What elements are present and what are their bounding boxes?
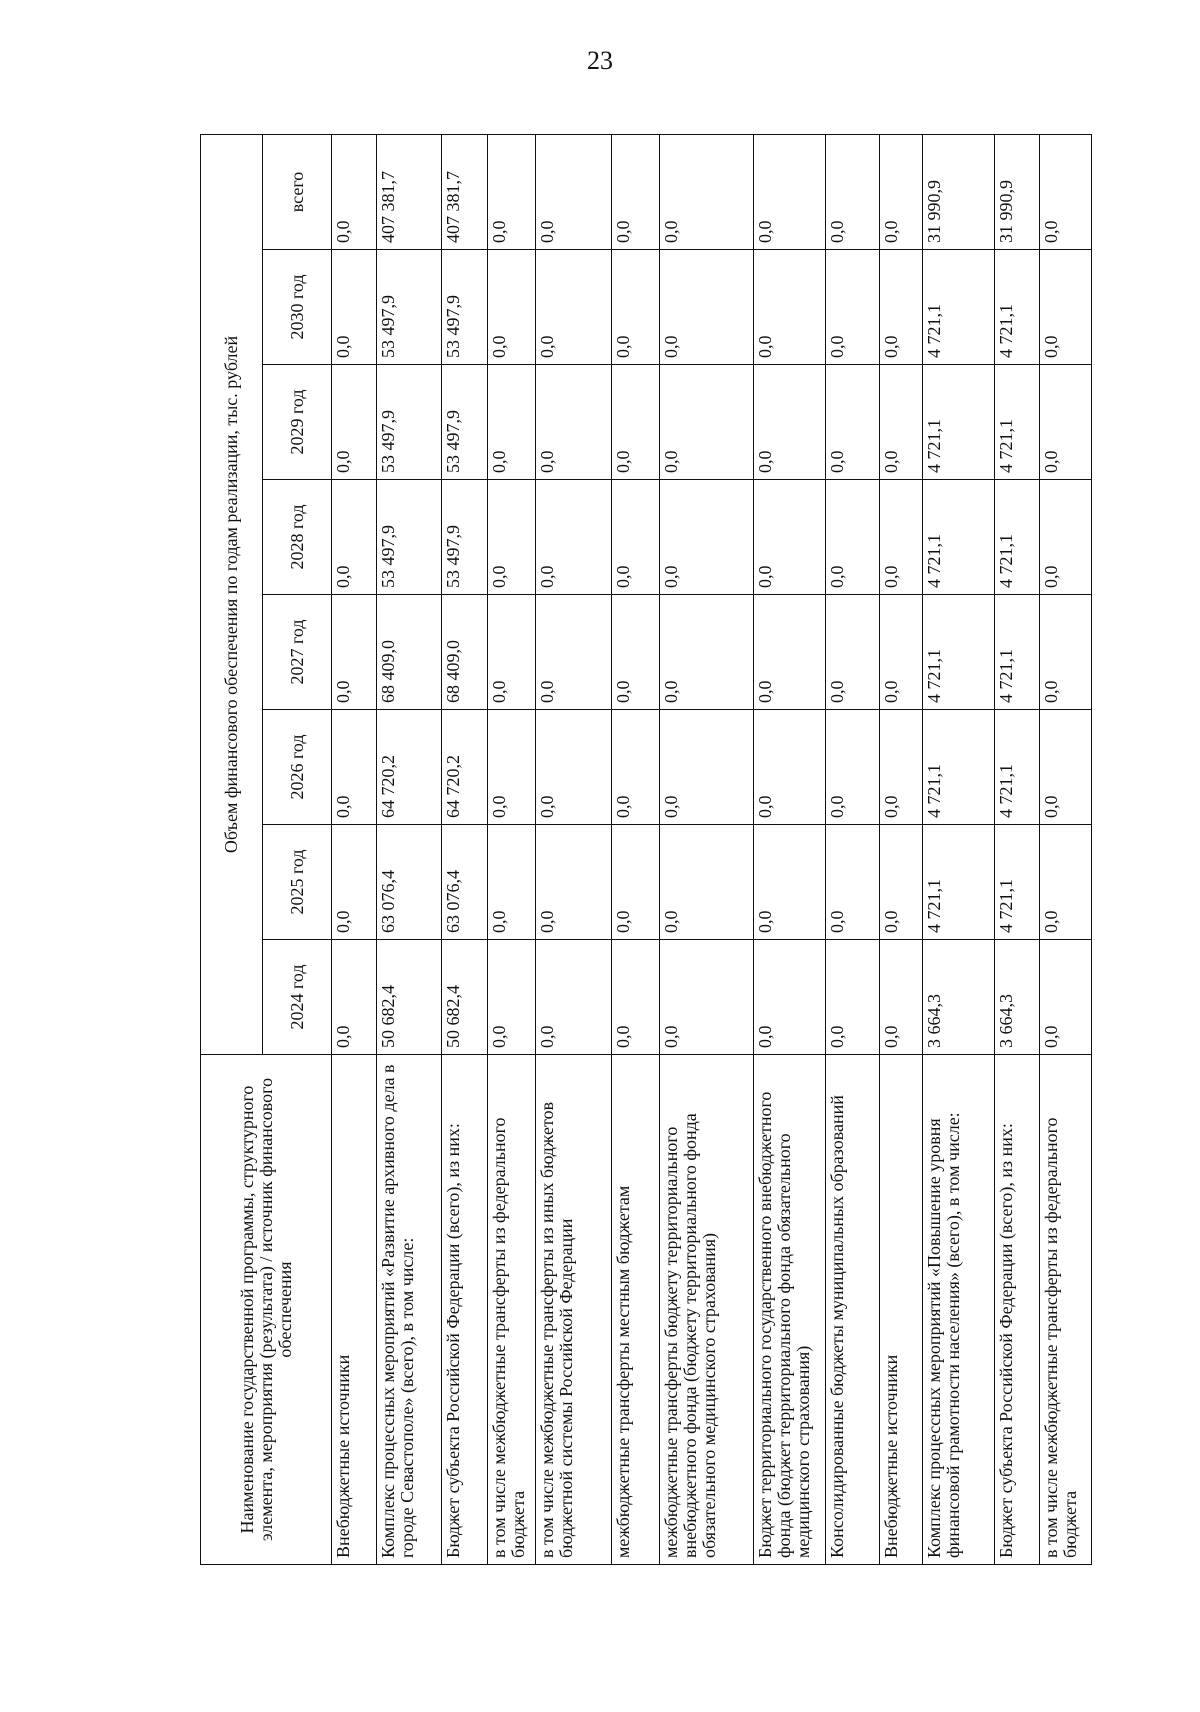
- row-value: 0,0: [536, 940, 611, 1055]
- row-value: 53 497,9: [377, 480, 441, 595]
- row-value: 31 990,9: [923, 134, 995, 249]
- row-label: в том числе межбюджетные трансферты из федерального бюджета: [1040, 1055, 1092, 1565]
- row-value: 0,0: [826, 365, 880, 480]
- row-value: 0,0: [880, 825, 923, 940]
- row-value: 0,0: [659, 940, 754, 1055]
- row-value: 0,0: [332, 595, 377, 710]
- row-value: 0,0: [826, 250, 880, 365]
- column-header-2027: 2027 год: [263, 595, 332, 710]
- table-row: [880, 134, 923, 1564]
- row-value: 0,0: [487, 710, 535, 825]
- row-value: 53 497,9: [441, 480, 487, 595]
- row-value: 0,0: [536, 365, 611, 480]
- row-value: 0,0: [487, 480, 535, 595]
- row-value: 0,0: [1040, 365, 1092, 480]
- row-value: 0,0: [1040, 134, 1092, 249]
- row-value: 0,0: [880, 940, 923, 1055]
- row-value: 0,0: [611, 710, 659, 825]
- row-value: 0,0: [332, 480, 377, 595]
- row-value: 0,0: [1040, 825, 1092, 940]
- row-value: 0,0: [611, 134, 659, 249]
- row-value: 0,0: [332, 940, 377, 1055]
- table-row: [995, 134, 1040, 1564]
- row-value: 0,0: [754, 480, 826, 595]
- row-value: 3 664,3: [995, 940, 1040, 1055]
- row-value: 0,0: [659, 710, 754, 825]
- row-value: 0,0: [487, 940, 535, 1055]
- row-label: Внебюджетные источники: [880, 1055, 923, 1565]
- row-value: 0,0: [659, 595, 754, 710]
- row-value: 0,0: [611, 480, 659, 595]
- row-value: 4 721,1: [995, 480, 1040, 595]
- table-row: [377, 134, 441, 1564]
- row-value: 4 721,1: [923, 710, 995, 825]
- row-value: 0,0: [332, 250, 377, 365]
- row-value: 64 720,2: [377, 710, 441, 825]
- column-header-2026: 2026 год: [263, 710, 332, 825]
- row-label: Консолидированные бюджеты муниципальных образований: [826, 1055, 880, 1565]
- row-value: 0,0: [659, 250, 754, 365]
- row-value: 0,0: [487, 365, 535, 480]
- row-value: 0,0: [611, 250, 659, 365]
- row-value: 53 497,9: [377, 250, 441, 365]
- row-value: 407 381,7: [441, 134, 487, 249]
- row-value: 0,0: [487, 595, 535, 710]
- row-value: 0,0: [536, 825, 611, 940]
- row-value: 0,0: [536, 480, 611, 595]
- row-value: 0,0: [754, 710, 826, 825]
- table-row: [332, 134, 377, 1564]
- row-value: 0,0: [826, 825, 880, 940]
- row-value: 0,0: [536, 250, 611, 365]
- rotated-table-sheet: [200, 135, 1092, 1565]
- row-value: 0,0: [1040, 595, 1092, 710]
- row-value: 50 682,4: [377, 940, 441, 1055]
- row-value: 0,0: [659, 365, 754, 480]
- table-row: [1040, 134, 1092, 1564]
- row-value: 0,0: [880, 710, 923, 825]
- row-value: 4 721,1: [995, 825, 1040, 940]
- row-value: 0,0: [880, 595, 923, 710]
- row-value: 0,0: [611, 365, 659, 480]
- row-value: 0,0: [611, 825, 659, 940]
- row-value: 0,0: [826, 595, 880, 710]
- row-value: 0,0: [611, 595, 659, 710]
- row-label: Бюджет субъекта Российской Федерации (всего), из них:: [995, 1055, 1040, 1565]
- column-header-total: всего: [263, 134, 332, 249]
- row-value: 68 409,0: [377, 595, 441, 710]
- row-value: 0,0: [880, 365, 923, 480]
- row-value: 31 990,9: [995, 134, 1040, 249]
- row-value: 0,0: [1040, 480, 1092, 595]
- row-value: 50 682,4: [441, 940, 487, 1055]
- row-label: в том числе межбюджетные трансферты из иных бюджетов бюджетной системы Российской Федерации: [536, 1055, 611, 1565]
- table-row: [923, 134, 995, 1564]
- row-value: 4 721,1: [995, 250, 1040, 365]
- row-value: 4 721,1: [923, 480, 995, 595]
- row-value: 0,0: [659, 480, 754, 595]
- row-value: 0,0: [880, 480, 923, 595]
- row-value: 0,0: [826, 940, 880, 1055]
- row-value: 0,0: [826, 480, 880, 595]
- row-value: 0,0: [536, 710, 611, 825]
- row-value: 4 721,1: [923, 825, 995, 940]
- row-value: 53 497,9: [441, 250, 487, 365]
- row-label: Комплекс процессных мероприятий «Повышение уровня финансовой грамотности населения» (всего), в том числе:: [923, 1055, 995, 1565]
- row-value: 0,0: [332, 365, 377, 480]
- table-row: [611, 134, 659, 1564]
- row-value: 0,0: [754, 365, 826, 480]
- row-value: 0,0: [754, 825, 826, 940]
- table-row: [441, 134, 487, 1564]
- row-value: 0,0: [659, 134, 754, 249]
- row-value: 4 721,1: [923, 250, 995, 365]
- row-value: 0,0: [754, 134, 826, 249]
- row-value: 0,0: [659, 825, 754, 940]
- row-value: 0,0: [880, 134, 923, 249]
- table-row: [754, 134, 826, 1564]
- row-label: межбюджетные трансферты местным бюджетам: [611, 1055, 659, 1565]
- column-header-2030: 2030 год: [263, 250, 332, 365]
- page-number: 23: [587, 46, 613, 75]
- row-value: 0,0: [611, 940, 659, 1055]
- row-value: 4 721,1: [995, 595, 1040, 710]
- row-value: 0,0: [754, 940, 826, 1055]
- column-header-2024: 2024 год: [263, 940, 332, 1055]
- table-row: [826, 134, 880, 1564]
- row-value: 407 381,7: [377, 134, 441, 249]
- row-value: 0,0: [536, 134, 611, 249]
- row-value: 3 664,3: [923, 940, 995, 1055]
- row-label: Бюджет субъекта Российской Федерации (всего), из них:: [441, 1055, 487, 1565]
- row-value: 0,0: [1040, 940, 1092, 1055]
- row-value: 0,0: [826, 710, 880, 825]
- row-label: Комплекс процессных мероприятий «Развитие архивного дела в городе Севастополе» (всего), в том числе:: [377, 1055, 441, 1565]
- table-row: [659, 134, 754, 1564]
- financing-table: [200, 134, 1092, 1565]
- row-value: 63 076,4: [377, 825, 441, 940]
- row-value: 53 497,9: [377, 365, 441, 480]
- column-header-2028: 2028 год: [263, 480, 332, 595]
- row-value: 0,0: [1040, 250, 1092, 365]
- header-volume: Объем финансового обеспечения по годам реализации, тыс. рублей: [201, 134, 263, 1054]
- row-value: 0,0: [754, 595, 826, 710]
- row-value: 0,0: [754, 250, 826, 365]
- row-value: 0,0: [536, 595, 611, 710]
- row-value: 0,0: [487, 250, 535, 365]
- row-value: 4 721,1: [995, 365, 1040, 480]
- row-label: в том числе межбюджетные трансферты из федерального бюджета: [487, 1055, 535, 1565]
- row-value: 0,0: [826, 134, 880, 249]
- row-value: 0,0: [1040, 710, 1092, 825]
- row-value: 64 720,2: [441, 710, 487, 825]
- row-value: 63 076,4: [441, 825, 487, 940]
- row-value: 0,0: [880, 250, 923, 365]
- row-value: 68 409,0: [441, 595, 487, 710]
- column-header-2025: 2025 год: [263, 825, 332, 940]
- row-value: 0,0: [332, 134, 377, 249]
- row-value: 53 497,9: [441, 365, 487, 480]
- header-name: Наименование государственной программы, структурного элемента, мероприятия (результата) / источник финансового обеспечения: [201, 1055, 332, 1565]
- row-value: 0,0: [332, 825, 377, 940]
- row-value: 4 721,1: [923, 365, 995, 480]
- row-value: 0,0: [487, 134, 535, 249]
- table-row: [536, 134, 611, 1564]
- table-row: [487, 134, 535, 1564]
- row-value: 4 721,1: [923, 595, 995, 710]
- row-value: 0,0: [487, 825, 535, 940]
- column-header-2029: 2029 год: [263, 365, 332, 480]
- row-label: Бюджет территориального государственного внебюджетного фонда (бюджет территориального фонда обязательного медицинского страхования): [754, 1055, 826, 1565]
- row-value: 4 721,1: [995, 710, 1040, 825]
- row-value: 0,0: [332, 710, 377, 825]
- row-label: Внебюджетные источники: [332, 1055, 377, 1565]
- row-label: межбюджетные трансферты бюджету территориального внебюджетного фонда (бюджету территориального фонда обязательного медицинского страхования): [659, 1055, 754, 1565]
